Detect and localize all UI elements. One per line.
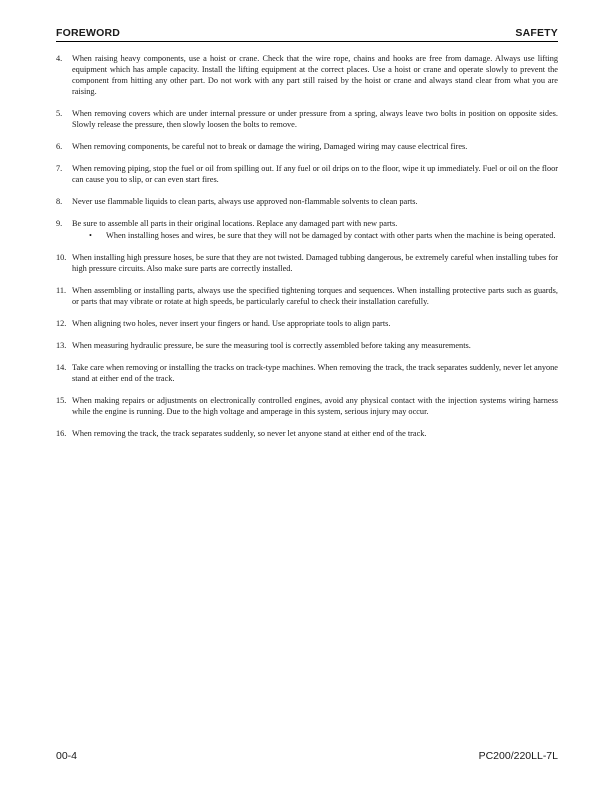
page-footer <box>56 750 558 762</box>
item-text: When removing the track, the track separates suddenly, so never let anyone stand at either end of the track. <box>72 429 427 438</box>
item-number: 12. <box>56 319 67 328</box>
item-text: When aligning two holes, never insert your fingers or hand. Use appropriate tools to align parts. <box>72 319 391 328</box>
model-number: PC200/220LL-7L <box>478 750 558 762</box>
item-text: When assembling or installing parts, always use the specified tightening torques and sequences. When installing protective parts such as guards, or parts that may vibrate or rotate at high speeds, be particularly careful to check their installation carefully. <box>72 286 558 306</box>
item-number: 5. <box>56 109 63 118</box>
item-number: 13. <box>56 341 67 350</box>
safety-list <box>56 53 558 450</box>
item-text: When installing high pressure hoses, be sure that they are not twisted. Damaged tubbing dangerous, be extremely careful when installing tubes for high pressure circuits. Also make sure parts are correctly installed. <box>72 253 558 273</box>
list-item <box>56 428 558 439</box>
list-item <box>56 53 558 97</box>
item-text: When removing covers which are under internal pressure or under pressure from a spring, always leave two bolts in position on opposite sides. Slowly release the pressure, then slowly loosen the bolts to remove. <box>72 109 558 129</box>
list-item <box>56 108 558 130</box>
page-number: 00-4 <box>56 750 78 762</box>
item-text: Never use flammable liquids to clean parts, always use approved non-flammable solvents to clean parts. <box>72 197 418 206</box>
list-item <box>56 196 558 207</box>
list-item <box>56 395 558 417</box>
list-item <box>56 218 558 241</box>
item-text: When removing components, be careful not to break or damage the wiring, Damaged wiring may cause electrical fires. <box>72 142 468 151</box>
item-text: Be sure to assemble all parts in their original locations. Replace any damaged part with new parts. <box>72 219 398 228</box>
sub-item-text: When installing hoses and wires, be sure that they will not be damaged by contact with other parts when the machine is being operated. <box>106 231 556 240</box>
item-number: 14. <box>56 363 67 372</box>
item-text: When raising heavy components, use a hoist or crane. Check that the wire rope, chains and hooks are free from damage. Always use lifting equipment which has ample capacity. Install the lifting equipment at the correct places. Use a hoist or crane and operate slowly to prevent the component from hitting any other part. Do not work with any part still raised by the hoist or crane and always stand clear from what you are raising. <box>72 54 558 96</box>
item-text: When removing piping, stop the fuel or oil from spilling out. If any fuel or oil drips on to the floor, wipe it up immediately. Fuel or oil on the floor can cause you to slip, or can even start fires. <box>72 164 558 184</box>
bullet-icon: • <box>89 231 92 240</box>
item-text: Take care when removing or installing the tracks on track-type machines. When removing the track, the track separates suddenly, never let anyone stand at either end of the track. <box>72 363 558 383</box>
item-text: When making repairs or adjustments on electronically controlled engines, avoid any physical contact with the injection systems wiring harness while the engine is running. Due to the high voltage and amperage in this system, serious injury may occur. <box>72 396 558 416</box>
list-item <box>56 285 558 307</box>
item-number: 8. <box>56 197 63 206</box>
section-title: FOREWORD <box>56 27 121 39</box>
item-number: 6. <box>56 142 63 151</box>
list-item <box>56 141 558 152</box>
list-item <box>56 362 558 384</box>
list-item <box>56 163 558 185</box>
item-number: 9. <box>56 219 63 228</box>
item-number: 4. <box>56 54 63 63</box>
sub-bullet-item <box>72 230 558 241</box>
item-number: 16. <box>56 429 67 438</box>
list-item <box>56 252 558 274</box>
list-item <box>56 318 558 329</box>
page-header <box>56 27 558 42</box>
item-text: When measuring hydraulic pressure, be sure the measuring tool is correctly assembled before taking any measurements. <box>72 341 471 350</box>
chapter-title: SAFETY <box>515 27 558 39</box>
item-number: 15. <box>56 396 67 405</box>
item-number: 11. <box>56 286 67 295</box>
list-item <box>56 340 558 351</box>
item-number: 10. <box>56 253 67 262</box>
item-number: 7. <box>56 164 63 173</box>
